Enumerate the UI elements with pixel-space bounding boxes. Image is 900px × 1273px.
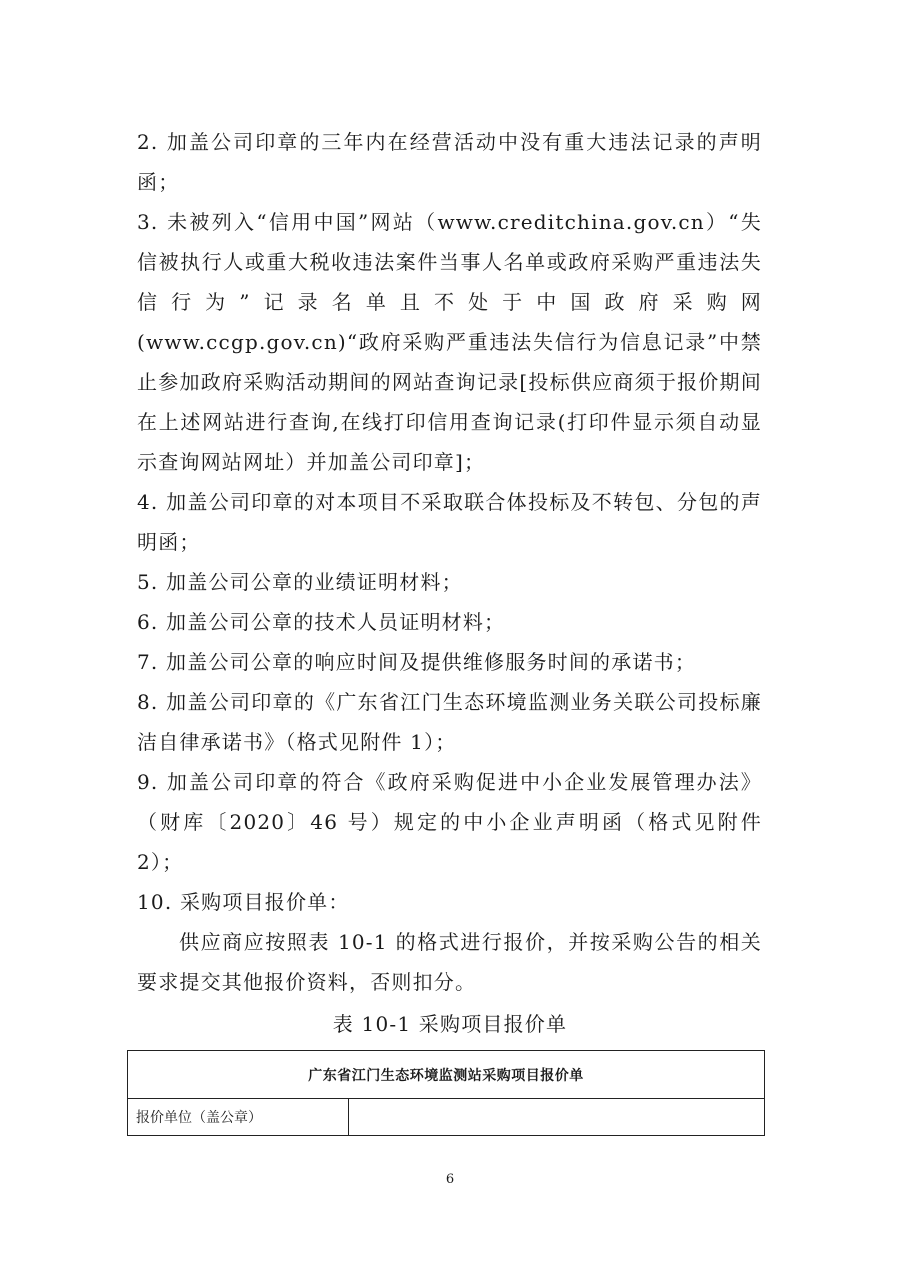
list-item: 8. 加盖公司印章的《广东省江门生态环境监测业务关联公司投标廉洁自律承诺书》（格式见附件 1）； (137, 690, 762, 754)
instruction-paragraph: 供应商应按照表 10-1 的格式进行报价，并按采购公告的相关要求提交其他报价资料，否则扣分。 (137, 930, 762, 994)
body-text (137, 122, 762, 1002)
table-caption: 表 10-1 采购项目报价单 (332, 1012, 568, 1036)
list-item: 2. 加盖公司印章的三年内在经营活动中没有重大违法记录的声明函； (137, 130, 762, 194)
page-number: 6 (445, 1172, 455, 1187)
table-title-cell: 广东省江门生态环境监测站采购项目报价单 (128, 1051, 765, 1099)
list-item: 4. 加盖公司印章的对本项目不采取联合体投标及不转包、分包的声明函； (137, 490, 762, 554)
list-item: 6. 加盖公司公章的技术人员证明材料； (137, 610, 506, 634)
list-item: 7. 加盖公司公章的响应时间及提供维修服务时间的承诺书； (137, 650, 697, 674)
list-item: 10. 采购项目报价单： (137, 890, 350, 914)
table-row (128, 1051, 765, 1099)
list-item: 3. 未被列入“信用中国”网站（www.creditchina.gov.cn）“失信被执行人或重大税收违法案件当事人名单或政府采购严重违法失信行为”记录名单且不处于中国政府采购网(www.ccgp.gov.cn)“政府采购严重违法失信行为信息记录”中禁止参加政府采购活动期间的网站查询记录[投标供应商须于报价期间在上述网站进行查询,在线打印信用查询记录(打印件显示须自动显示查询网站网址）并加盖公司印章]； (137, 210, 762, 474)
quoting-unit-value (349, 1099, 765, 1136)
list-item: 5. 加盖公司公章的业绩证明材料； (137, 570, 463, 594)
quote-table (127, 1050, 765, 1136)
list-item: 9. 加盖公司印章的符合《政府采购促进中小企业发展管理办法》（财库〔2020〕46 号）规定的中小企业声明函（格式见附件 2）； (137, 770, 762, 874)
table-row (128, 1099, 765, 1136)
quoting-unit-label: 报价单位（盖公章） (128, 1099, 349, 1136)
